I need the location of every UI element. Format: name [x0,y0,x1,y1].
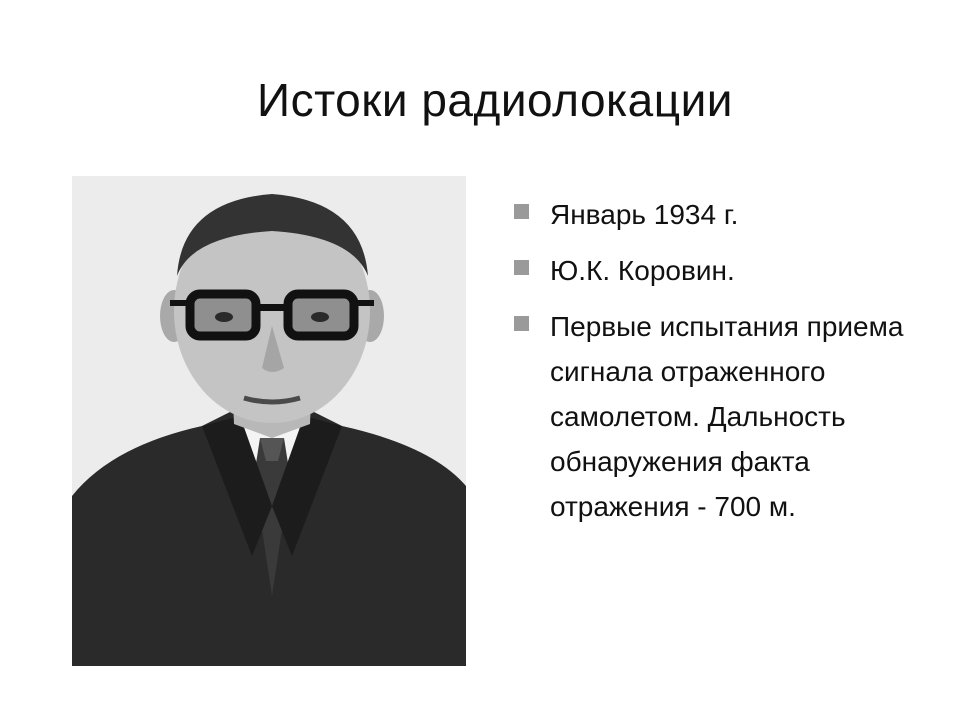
bullet-square-icon [514,260,529,275]
portrait-photo [72,176,466,666]
bullet-item [512,304,932,529]
bullet-list [512,192,932,540]
bullet-text: Первые испытания приема сигнала отраженного самолетом. Дальность обнаружения факта отражения - 700 м. [550,311,904,522]
bullet-item [512,248,932,293]
bullet-square-icon [514,204,529,219]
bullet-item [512,192,932,237]
bullet-square-icon [514,316,529,331]
portrait-photo-icon [72,176,466,666]
bullet-text: Январь 1934 г. [550,199,739,230]
slide-title: Истоки радиолокации [257,74,733,126]
bullet-text: Ю.К. Коровин. [550,255,735,286]
